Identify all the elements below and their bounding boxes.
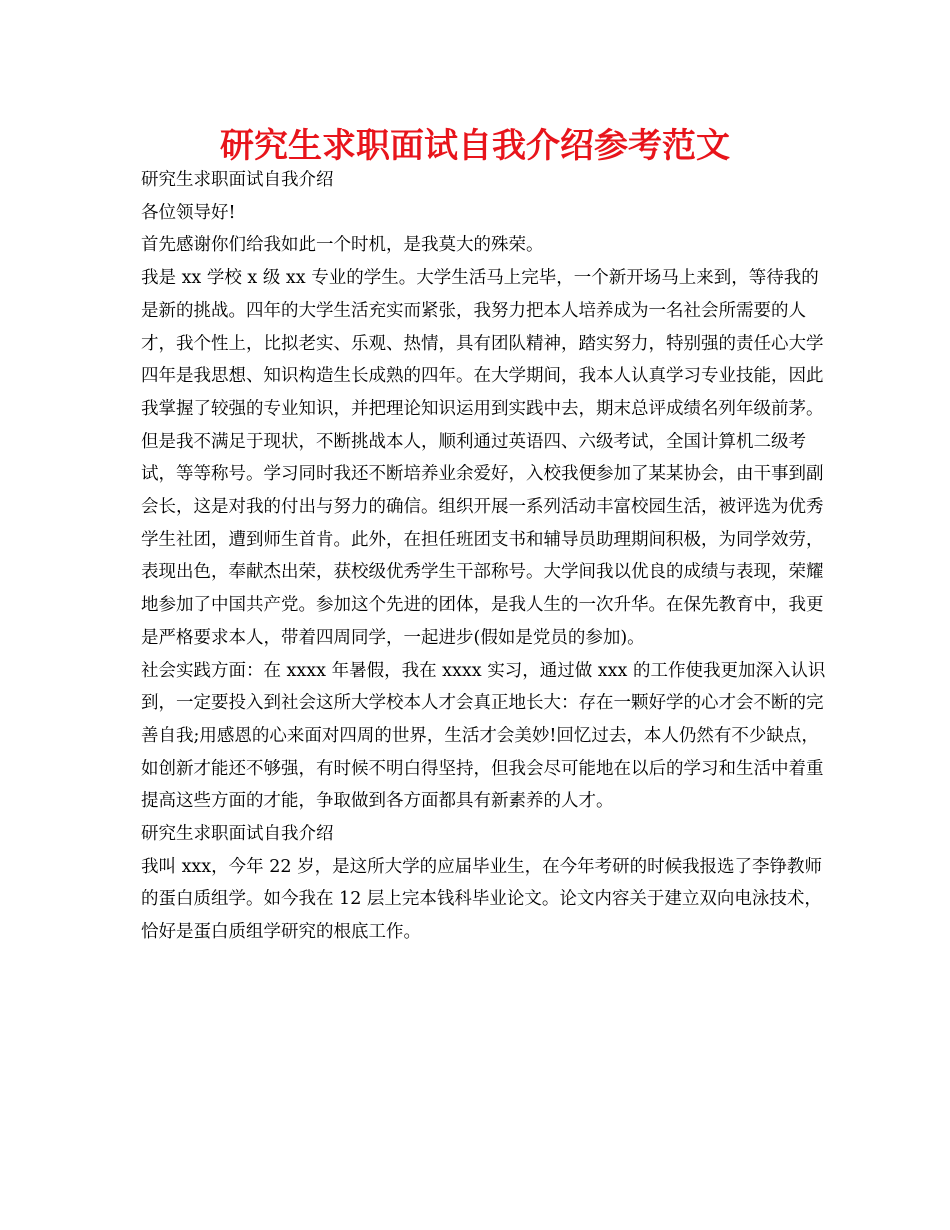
university-life-paragraph: 我是 xx 学校 x 级 xx 专业的学生。大学生活马上完毕，一个新开场马上来到，等待我的是新的挑战。四年的大学生活充实而紧张，我努力把本人培养成为一名社会所需要的人才，我个性上，比拟老实、乐观、热情，具有团队精神，踏实努力，特别强的责任心大学四年是我思想、知识构造生长成熟的四年。在大学期间，我本人认真学习专业技能，因此我掌握了较强的专业知识，并把理论知识运用到实践中去，期末总评成绩名列年级前茅。但是我不满足于现状，不断挑战本人，顺利通过英语四、六级考试，全国计算机二级考试，等等称号。学习同时我还不断培养业余爱好，入校我便参加了某某协会，由干事到副会长，这是对我的付出与努力的确信。组织开展一系列活动丰富校园生活，被评选为优秀学生社团，遭到师生首肯。此外，在担任班团支书和辅导员助理期间积极，为同学效劳，表现出色，奉献杰出荣，获校级优秀学生干部称号。大学间我以优良的成绩与表现，荣耀地参加了中国共产党。参加这个先进的团体，是我人生的一次升华。在保先教育中，我更是严格要求本人，带着四周同学，一起进步(假如是党员的参加)。	[141, 268, 824, 648]
introduction-paragraph: 我叫 xxx，今年 22 岁，是这所大学的应届毕业生，在今年考研的时候我报选了李铮教师的蛋白质组学。如今我在 12 层上完本钱科毕业论文。论文内容关于建立双向电泳技术，恰好是蛋白质组学研究的根底工作。	[141, 856, 823, 943]
greeting-paragraph: 各位领导好!	[141, 202, 236, 223]
social-practice-paragraph: 社会实践方面：在 xxxx 年暑假，我在 xxxx 实习，通过做 xxx 的工作使我更加深入认识到，一定要投入到社会这所大学校本人才会真正地长大：存在一颗好学的心才会不断的完善自我;用感恩的心来面对四周的世界，生活才会美妙!回忆过去，本人仍然有不少缺点，如创新才能还不够强，有时候不明白得坚持，但我会尽可能地在以后的学习和生活中着重提高这些方面的才能，争取做到各方面都具有新素养的人才。	[141, 660, 826, 812]
thanks-paragraph: 首先感谢你们给我如此一个时机，是我莫大的殊荣。	[141, 235, 544, 256]
section-heading: 研究生求职面试自我介绍	[141, 824, 334, 845]
document-title: 研究生求职面试自我介绍参考范文	[220, 126, 730, 166]
section-heading: 研究生求职面试自我介绍	[141, 170, 334, 190]
document-body	[141, 164, 831, 949]
